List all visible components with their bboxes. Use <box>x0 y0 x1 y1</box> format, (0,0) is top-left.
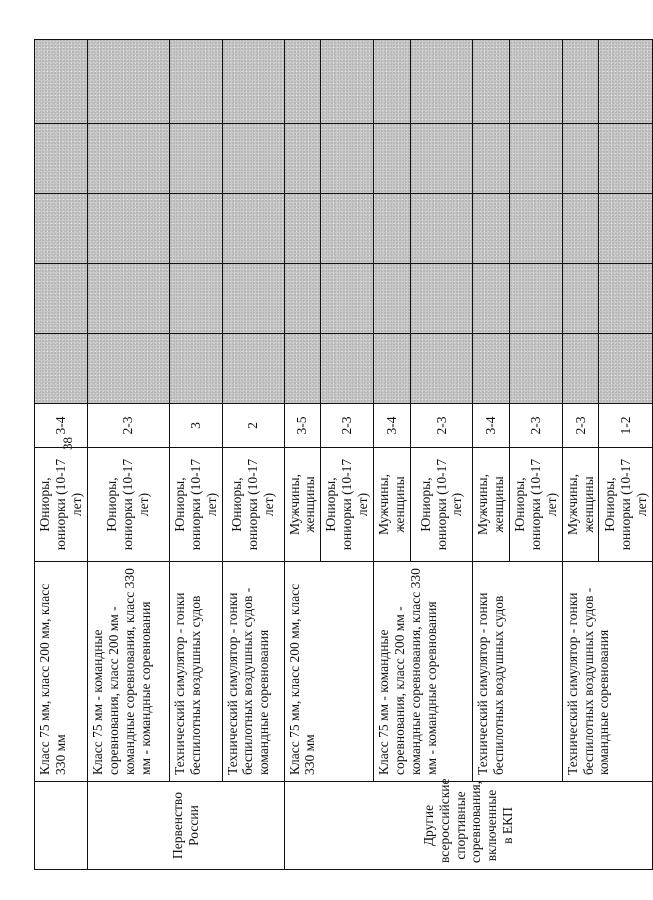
shaded-empty-cell <box>169 334 222 404</box>
shaded-empty-cell <box>509 124 562 194</box>
shaded-empty-cell <box>509 40 562 124</box>
shaded-empty-cell <box>87 194 169 264</box>
shaded-empty-cell <box>374 124 411 194</box>
shaded-empty-cell <box>472 194 509 264</box>
shaded-empty-cell <box>509 264 562 334</box>
shaded-empty-cell <box>169 124 222 194</box>
shaded-empty-cell <box>87 40 169 124</box>
discipline-cell: Класс 75 мм, класс 200 мм, класс 330 мм <box>35 562 88 782</box>
table-row <box>562 40 599 870</box>
places-cell: 2-3 <box>321 404 374 448</box>
shaded-empty-cell <box>374 40 411 124</box>
shaded-empty-cell <box>284 194 321 264</box>
discipline-cell: Класс 75 мм - командные соревнования, класс 200 мм - командные соревнования, класс 330 мм - командные соревнования <box>87 562 169 782</box>
places-cell: 3-5 <box>284 404 321 448</box>
shaded-empty-cell <box>321 194 374 264</box>
shaded-empty-cell <box>599 334 653 404</box>
standards-table <box>34 39 653 870</box>
places-cell: 2 <box>222 404 284 448</box>
rotated-table-container <box>34 40 649 870</box>
competition-cell: Первенство России <box>87 782 284 870</box>
table-row <box>374 40 411 870</box>
age-group-cell: Мужчины, женщины <box>374 448 411 562</box>
shaded-empty-cell <box>87 334 169 404</box>
places-cell: 3-4 <box>374 404 411 448</box>
shaded-empty-cell <box>472 40 509 124</box>
discipline-cell: Технический симулятор - гонки беспилотных воздушных судов <box>169 562 222 782</box>
age-group-cell: Юниоры, юниорки (10-17 лет) <box>35 448 88 562</box>
shaded-empty-cell <box>169 264 222 334</box>
places-cell: 3-4 <box>35 404 88 448</box>
shaded-empty-cell <box>374 334 411 404</box>
discipline-cell: Класс 75 мм - командные соревнования, класс 200 мм - командные соревнования, класс 330 мм - командные соревнования <box>374 562 473 782</box>
table-row <box>35 40 88 870</box>
shaded-empty-cell <box>472 124 509 194</box>
shaded-empty-cell <box>374 264 411 334</box>
shaded-empty-cell <box>87 124 169 194</box>
shaded-empty-cell <box>562 334 599 404</box>
shaded-empty-cell <box>222 194 284 264</box>
table-row <box>472 40 509 870</box>
places-cell: 2-3 <box>87 404 169 448</box>
shaded-empty-cell <box>410 264 472 334</box>
age-group-cell: Юниоры, юниорки (10-17 лет) <box>169 448 222 562</box>
table-row <box>87 40 169 870</box>
shaded-empty-cell <box>410 124 472 194</box>
shaded-empty-cell <box>562 194 599 264</box>
table-row <box>222 40 284 870</box>
shaded-empty-cell <box>35 334 88 404</box>
shaded-empty-cell <box>410 334 472 404</box>
places-cell: 2-3 <box>509 404 562 448</box>
discipline-cell: Класс 75 мм, класс 200 мм, класс 330 мм <box>284 562 374 782</box>
age-group-cell: Юниоры, юниорки (10-17 лет) <box>509 448 562 562</box>
age-group-cell: Мужчины, женщины <box>562 448 599 562</box>
shaded-empty-cell <box>35 194 88 264</box>
table-row <box>284 40 321 870</box>
age-group-cell: Мужчины, женщины <box>472 448 509 562</box>
shaded-empty-cell <box>509 194 562 264</box>
shaded-empty-cell <box>284 40 321 124</box>
competition-cell: Другие всероссийские спортивные соревнования, включенные в ЕКП <box>284 782 653 870</box>
discipline-cell: Технический симулятор - гонки беспилотных воздушных судов <box>472 562 562 782</box>
shaded-empty-cell <box>321 40 374 124</box>
shaded-empty-cell <box>321 334 374 404</box>
shaded-empty-cell <box>472 264 509 334</box>
places-cell: 3 <box>169 404 222 448</box>
shaded-empty-cell <box>284 124 321 194</box>
age-group-cell: Юниоры, юниорки (10-17 лет) <box>599 448 653 562</box>
shaded-empty-cell <box>321 264 374 334</box>
shaded-empty-cell <box>562 264 599 334</box>
shaded-empty-cell <box>562 124 599 194</box>
discipline-cell: Технический симулятор - гонки беспилотных воздушных судов - командные соревнования <box>222 562 284 782</box>
shaded-empty-cell <box>35 124 88 194</box>
age-group-cell: Юниоры, юниорки (10-17 лет) <box>321 448 374 562</box>
shaded-empty-cell <box>599 40 653 124</box>
shaded-empty-cell <box>509 334 562 404</box>
shaded-empty-cell <box>222 334 284 404</box>
age-group-cell: Юниоры, юниорки (10-17 лет) <box>222 448 284 562</box>
shaded-empty-cell <box>599 264 653 334</box>
places-cell: 1-2 <box>599 404 653 448</box>
shaded-empty-cell <box>222 264 284 334</box>
shaded-empty-cell <box>222 40 284 124</box>
table-row <box>169 40 222 870</box>
shaded-empty-cell <box>321 124 374 194</box>
shaded-empty-cell <box>410 194 472 264</box>
shaded-empty-cell <box>374 194 411 264</box>
shaded-empty-cell <box>35 40 88 124</box>
page-number: 38 <box>60 437 75 450</box>
shaded-empty-cell <box>35 264 88 334</box>
table-body <box>35 40 653 870</box>
shaded-empty-cell <box>472 334 509 404</box>
shaded-empty-cell <box>169 40 222 124</box>
age-group-cell: Юниоры, юниорки (10-17 лет) <box>410 448 472 562</box>
shaded-empty-cell <box>599 194 653 264</box>
shaded-empty-cell <box>222 124 284 194</box>
shaded-empty-cell <box>599 124 653 194</box>
shaded-empty-cell <box>410 40 472 124</box>
age-group-cell: Мужчины, женщины <box>284 448 321 562</box>
shaded-empty-cell <box>87 264 169 334</box>
shaded-empty-cell <box>284 264 321 334</box>
competition-cell <box>35 782 88 870</box>
places-cell: 2-3 <box>562 404 599 448</box>
places-cell: 2-3 <box>410 404 472 448</box>
places-cell: 3-4 <box>472 404 509 448</box>
shaded-empty-cell <box>562 40 599 124</box>
age-group-cell: Юниоры, юниорки (10-17 лет) <box>87 448 169 562</box>
shaded-empty-cell <box>169 194 222 264</box>
discipline-cell: Технический симулятор - гонки беспилотных воздушных судов - командные соревнования <box>562 562 653 782</box>
shaded-empty-cell <box>284 334 321 404</box>
